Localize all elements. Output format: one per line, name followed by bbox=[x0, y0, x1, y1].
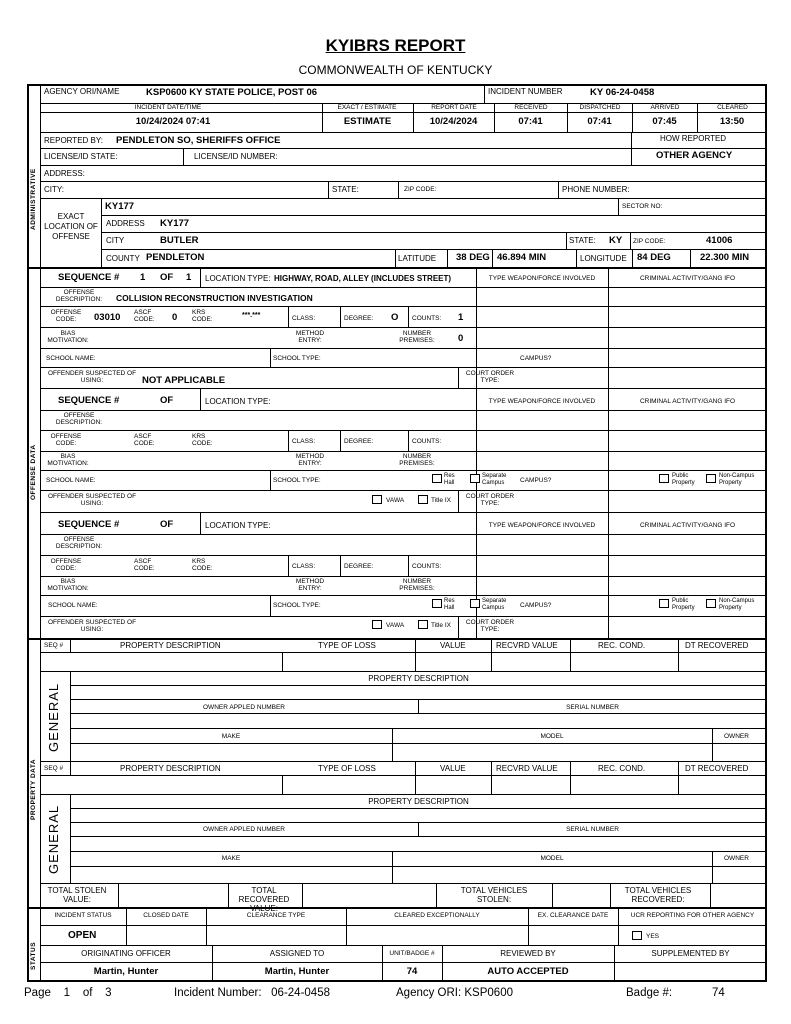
court-order-label: COURT ORDER TYPE: bbox=[465, 619, 515, 633]
incident-dt-value: 10/24/2024 07:41 bbox=[135, 116, 211, 127]
exact-value: ESTIMATE bbox=[343, 116, 392, 127]
res-hall-label: Res Hall bbox=[444, 473, 455, 486]
exc-date-label: EX. CLEARANCE DATE bbox=[537, 912, 609, 919]
criminal-label: CRIMINAL ACTIVITY/GANG IFO bbox=[639, 522, 736, 529]
report-title: KYIBRS REPORT bbox=[325, 36, 466, 55]
class-label: CLASS: bbox=[292, 315, 316, 322]
seq-label: SEQ # bbox=[44, 642, 64, 649]
type-of-loss-label: TYPE OF LOSS bbox=[318, 641, 376, 650]
how-reported-label: HOW REPORTED bbox=[660, 134, 727, 143]
col-dispatched: DISPATCHED bbox=[579, 104, 621, 111]
of-label: OF bbox=[160, 519, 174, 530]
public-property-label: Public Property bbox=[672, 473, 695, 486]
col-incident-dt: INCIDENT DATE/TIME bbox=[134, 104, 202, 111]
arrived-value: 07:45 bbox=[652, 116, 677, 127]
status-side-label: STATUS bbox=[30, 941, 37, 970]
reviewed-label: REVIEWED BY bbox=[500, 949, 556, 958]
col-cleared: CLEARED bbox=[717, 104, 748, 111]
property-desc-subheader: PROPERTY DESCRIPTION bbox=[368, 797, 469, 806]
license-number-label: LICENSE/ID NUMBER: bbox=[194, 152, 278, 161]
state-label: STATE: bbox=[332, 185, 359, 194]
dt-recovered-label: DT RECOVERED bbox=[685, 764, 749, 773]
public-property-label: Public Property bbox=[672, 598, 695, 611]
offender-label: OFFENDER SUSPECTED OF USING: bbox=[47, 493, 137, 507]
separate-campus-label: Separate Campus bbox=[482, 598, 507, 611]
loc-state-label: STATE: bbox=[569, 236, 596, 245]
offense-code-value: 03010 bbox=[94, 312, 121, 323]
latitude-label: LATITUDE bbox=[398, 254, 437, 263]
method-label: METHOD ENTRY: bbox=[295, 330, 325, 344]
res-hall-checkbox[interactable] bbox=[432, 474, 442, 483]
city-label: CITY: bbox=[44, 185, 65, 194]
general-label: GENERAL bbox=[46, 804, 61, 874]
offender-value: NOT APPLICABLE bbox=[142, 375, 226, 386]
noncampus-label: Non-Campus Property bbox=[719, 473, 755, 486]
vawa-label: VAWA bbox=[386, 497, 405, 504]
make-label: MAKE bbox=[221, 855, 241, 862]
degree-label: DEGREE: bbox=[344, 563, 374, 570]
owner-applied-label: OWNER APPLED NUMBER bbox=[203, 826, 285, 833]
offense-side-label: OFFENSE DATA bbox=[30, 444, 37, 500]
lat-deg: 38 DEG bbox=[456, 252, 490, 263]
noncampus-checkbox[interactable] bbox=[706, 599, 716, 608]
vawa-checkbox[interactable] bbox=[372, 620, 382, 629]
how-reported-value: OTHER AGENCY bbox=[656, 150, 733, 161]
col-received: RECEIVED bbox=[514, 104, 548, 111]
noncampus-checkbox[interactable] bbox=[706, 474, 716, 483]
supplemented-label: SUPPLEMENTED BY bbox=[651, 949, 730, 958]
degree-label: DEGREE: bbox=[344, 438, 374, 445]
incident-number-value: KY 06-24-0458 bbox=[590, 87, 655, 98]
premises-value: 0 bbox=[458, 333, 464, 344]
assigned-value: Martin, Hunter bbox=[264, 966, 330, 977]
title-ix-checkbox[interactable] bbox=[418, 495, 428, 504]
school-type-label: SCHOOL TYPE: bbox=[273, 602, 321, 609]
method-label: METHOD ENTRY: bbox=[295, 453, 325, 467]
col-exact: EXACT / ESTIMATE bbox=[337, 104, 397, 111]
owner-applied-label: OWNER APPLED NUMBER bbox=[203, 704, 285, 711]
loc-state-value: KY bbox=[609, 235, 623, 246]
weapon-label: TYPE WEAPON/FORCE INVOLVED bbox=[488, 522, 596, 529]
res-hall-label: Res Hall bbox=[444, 598, 455, 611]
reported-by-label: REPORTED BY: bbox=[44, 136, 103, 145]
footer-badge-label: Badge #: bbox=[626, 987, 673, 999]
krs-label: KRS CODE: bbox=[192, 558, 213, 572]
serial-label: SERIAL NUMBER bbox=[566, 704, 619, 711]
value-label: VALUE bbox=[440, 764, 466, 773]
property-desc-subheader: PROPERTY DESCRIPTION bbox=[368, 674, 469, 683]
license-state-label: LICENSE/ID STATE: bbox=[44, 152, 118, 161]
zip-label: ZIP CODE: bbox=[404, 186, 437, 193]
criminal-label: CRIMINAL ACTIVITY/GANG IFO bbox=[639, 398, 736, 405]
campus-label: CAMPUS? bbox=[520, 602, 552, 609]
offense-code-label: OFFENSE CODE: bbox=[50, 433, 82, 447]
property-desc-label: PROPERTY DESCRIPTION bbox=[120, 764, 221, 773]
model-label: MODEL bbox=[540, 733, 564, 740]
sequence-label: SEQUENCE # bbox=[58, 272, 120, 283]
premises-label: NUMBER PREMISES: bbox=[399, 578, 435, 592]
offense-code-label: OFFENSE CODE: bbox=[50, 309, 82, 323]
yes-label: YES bbox=[646, 933, 660, 940]
owner-label: OWNER bbox=[724, 733, 749, 740]
closed-date-label: CLOSED DATE bbox=[143, 912, 189, 919]
general-label: GENERAL bbox=[46, 682, 61, 752]
court-order-label: COURT ORDER TYPE: bbox=[465, 370, 515, 384]
value-label: VALUE bbox=[440, 641, 466, 650]
noncampus-label: Non-Campus Property bbox=[719, 598, 755, 611]
agency-label: AGENCY ORI/NAME bbox=[44, 87, 120, 96]
class-label: CLASS: bbox=[292, 563, 316, 570]
exact-location-label: EXACT LOCATION OF OFFENSE bbox=[44, 212, 98, 241]
public-property-checkbox[interactable] bbox=[659, 599, 669, 608]
incident-status-label: INCIDENT STATUS bbox=[54, 912, 112, 919]
criminal-label: CRIMINAL ACTIVITY/GANG IFO bbox=[639, 275, 736, 282]
lat-min: 46.894 MIN bbox=[497, 252, 547, 263]
rec-cond-label: REC. COND. bbox=[598, 641, 646, 650]
dt-recovered-label: DT RECOVERED bbox=[685, 641, 749, 650]
of-value: 1 bbox=[186, 272, 192, 283]
separate-campus-label: Separate Campus bbox=[482, 473, 507, 486]
sector-label: SECTOR NO: bbox=[622, 203, 663, 210]
recvrd-label: RECVRD VALUE bbox=[496, 641, 558, 650]
weapon-label: TYPE WEAPON/FORCE INVOLVED bbox=[488, 275, 596, 282]
offender-label: OFFENDER SUSPECTED OF USING: bbox=[47, 370, 137, 384]
ascf-label: ASCF CODE: bbox=[134, 433, 155, 447]
ascf-value: 0 bbox=[172, 312, 178, 323]
offense-desc-value: COLLISION RECONSTRUCTION INVESTIGATION bbox=[116, 293, 313, 303]
received-value: 07:41 bbox=[518, 116, 543, 127]
dispatched-value: 07:41 bbox=[587, 116, 612, 127]
orig-officer-label: ORIGINATING OFFICER bbox=[81, 949, 171, 958]
sequence-value: 1 bbox=[140, 272, 146, 283]
offense-desc-label: OFFENSE DESCRIPTION: bbox=[55, 412, 103, 426]
footer-page: Page 1 of 3 bbox=[24, 987, 112, 999]
total-vehicles-stolen-label: TOTAL VEHICLES STOLEN: bbox=[460, 886, 528, 904]
class-label: CLASS: bbox=[292, 438, 316, 445]
orig-officer-value: Martin, Hunter bbox=[93, 966, 159, 977]
offense-code-label: OFFENSE CODE: bbox=[50, 558, 82, 572]
type-of-loss-label: TYPE OF LOSS bbox=[318, 764, 376, 773]
krs-value: ***.*** bbox=[242, 312, 261, 319]
court-order-label: COURT ORDER TYPE: bbox=[465, 493, 515, 507]
loc-zip-value: 41006 bbox=[706, 235, 733, 246]
of-label: OF bbox=[160, 395, 174, 406]
separate-campus-checkbox[interactable] bbox=[470, 474, 480, 483]
loc-zip-label: ZIP CODE: bbox=[633, 238, 666, 245]
vawa-label: VAWA bbox=[386, 622, 405, 629]
footer-agency: Agency ORI: KSP0600 bbox=[396, 987, 513, 999]
incident-number-label: INCIDENT NUMBER bbox=[488, 87, 563, 96]
loc-address-value: KY177 bbox=[160, 218, 190, 229]
offense-desc-label: OFFENSE DESCRIPTION: bbox=[55, 536, 103, 550]
title-ix-label: Title IX bbox=[431, 497, 451, 504]
unit-badge-value: 74 bbox=[406, 966, 418, 977]
degree-value: O bbox=[391, 312, 399, 323]
loc-city-value: BUTLER bbox=[160, 235, 199, 246]
vawa-checkbox[interactable] bbox=[372, 495, 382, 504]
school-name-label: SCHOOL NAME: bbox=[46, 477, 96, 484]
serial-label: SERIAL NUMBER bbox=[566, 826, 619, 833]
ucr-yes-checkbox[interactable] bbox=[632, 931, 642, 940]
location-type-label: LOCATION TYPE: bbox=[205, 521, 271, 530]
rec-cond-label: REC. COND. bbox=[598, 764, 646, 773]
recvrd-label: RECVRD VALUE bbox=[496, 764, 558, 773]
bias-label: BIAS MOTIVATION: bbox=[47, 578, 89, 592]
school-name-label: SCHOOL NAME: bbox=[48, 602, 98, 609]
total-stolen-label: TOTAL STOLEN VALUE: bbox=[47, 886, 107, 904]
property-side-label: PROPERTY DATA bbox=[30, 758, 37, 820]
lon-min: 22.300 MIN bbox=[700, 252, 750, 263]
loc-address-label: ADDRESS bbox=[106, 219, 145, 228]
location-type-label: LOCATION TYPE: bbox=[205, 274, 271, 283]
bias-label: BIAS MOTIVATION: bbox=[47, 453, 89, 467]
reviewed-value: AUTO ACCEPTED bbox=[487, 966, 569, 977]
longitude-label: LONGITUDE bbox=[580, 254, 627, 263]
reported-by-value: PENDLETON SO, SHERIFFS OFFICE bbox=[116, 135, 281, 146]
sequence-label: SEQUENCE # bbox=[58, 395, 120, 406]
counts-value: 1 bbox=[458, 312, 464, 323]
footer-badge-value: 74 bbox=[712, 987, 725, 999]
method-label: METHOD ENTRY: bbox=[295, 578, 325, 592]
agency-value: KSP0600 KY STATE POLICE, POST 06 bbox=[146, 87, 318, 98]
make-label: MAKE bbox=[221, 733, 241, 740]
school-type-label: SCHOOL TYPE: bbox=[273, 355, 321, 362]
counts-label: COUNTS: bbox=[412, 438, 442, 445]
unit-badge-label: UNIT/BADGE # bbox=[389, 950, 435, 957]
owner-label: OWNER bbox=[724, 855, 749, 862]
footer-incident: Incident Number: 06-24-0458 bbox=[174, 987, 330, 999]
of-label: OF bbox=[160, 272, 174, 283]
school-name-label: SCHOOL NAME: bbox=[46, 355, 96, 362]
title-ix-label: Title IX bbox=[431, 622, 451, 629]
campus-label: CAMPUS? bbox=[520, 477, 552, 484]
location-type-value: HIGHWAY, ROAD, ALLEY (INCLUDES STREET) bbox=[274, 274, 452, 283]
ascf-label: ASCF CODE: bbox=[134, 558, 155, 572]
degree-label: DEGREE: bbox=[344, 315, 374, 322]
lon-deg: 84 DEG bbox=[637, 252, 671, 263]
bias-label: BIAS MOTIVATION: bbox=[47, 330, 89, 344]
offender-label: OFFENDER SUSPECTED OF USING: bbox=[47, 619, 137, 633]
public-property-checkbox[interactable] bbox=[659, 474, 669, 483]
title-ix-checkbox[interactable] bbox=[418, 620, 428, 629]
loc-city-label: CITY bbox=[106, 236, 125, 245]
seq-label: SEQ # bbox=[44, 765, 64, 772]
address-label: ADDRESS: bbox=[44, 169, 85, 178]
model-label: MODEL bbox=[540, 855, 564, 862]
location-type-label: LOCATION TYPE: bbox=[205, 397, 271, 406]
separate-campus-checkbox[interactable] bbox=[470, 599, 480, 608]
krs-label: KRS CODE: bbox=[192, 309, 213, 323]
loc-county-label: COUNTY bbox=[106, 254, 140, 263]
offense-desc-label: OFFENSE DESCRIPTION: bbox=[55, 289, 103, 303]
cleared-value: 13:50 bbox=[719, 116, 745, 127]
krs-label: KRS CODE: bbox=[192, 433, 213, 447]
campus-label: CAMPUS? bbox=[520, 355, 552, 362]
premises-label: NUMBER PREMISES: bbox=[399, 330, 435, 344]
premises-label: NUMBER PREMISES: bbox=[399, 453, 435, 467]
ucr-label: UCR REPORTING FOR OTHER AGENCY bbox=[630, 912, 755, 919]
assigned-label: ASSIGNED TO bbox=[269, 949, 325, 958]
sequence-label: SEQUENCE # bbox=[58, 519, 120, 530]
clearance-type-label: CLEARANCE TYPE bbox=[246, 912, 306, 919]
counts-label: COUNTS: bbox=[412, 563, 442, 570]
school-type-label: SCHOOL TYPE: bbox=[273, 477, 321, 484]
total-vehicles-recovered-label: TOTAL VEHICLES RECOVERED: bbox=[624, 886, 692, 904]
loc-county-value: PENDLETON bbox=[146, 252, 205, 263]
phone-label: PHONE NUMBER: bbox=[562, 185, 630, 194]
incident-status-value: OPEN bbox=[68, 930, 97, 941]
total-recovered-label: TOTAL RECOVERED VALUE: bbox=[238, 886, 290, 913]
col-arrived: ARRIVED bbox=[650, 104, 680, 111]
ascf-label: ASCF CODE: bbox=[134, 309, 155, 323]
counts-label: COUNTS: bbox=[412, 315, 442, 322]
res-hall-checkbox[interactable] bbox=[432, 599, 442, 608]
cleared-exc-label: CLEARED EXCEPTIONALLY bbox=[394, 912, 480, 919]
loc-line1: KY177 bbox=[105, 201, 135, 212]
property-desc-label: PROPERTY DESCRIPTION bbox=[120, 641, 221, 650]
col-report-date: REPORT DATE bbox=[431, 104, 477, 111]
report-date-value: 10/24/2024 bbox=[429, 116, 478, 127]
report-subtitle: COMMONWEALTH OF KENTUCKY bbox=[298, 63, 493, 77]
admin-side-label: ADMINISTRATIVE bbox=[30, 168, 37, 230]
weapon-label: TYPE WEAPON/FORCE INVOLVED bbox=[488, 398, 596, 405]
